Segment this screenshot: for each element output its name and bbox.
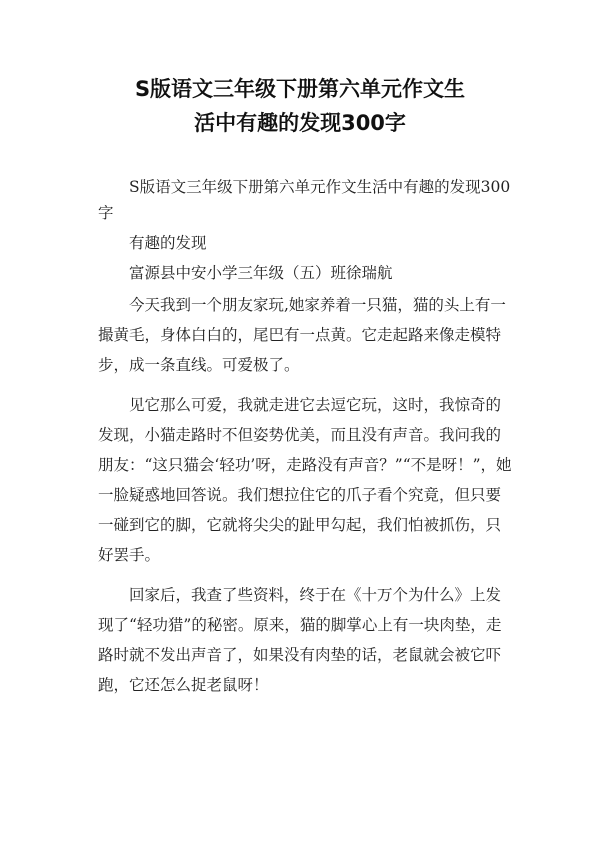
paragraph-3: 回家后，我查了些资料，终于在《十万个为什么》上发现了“轻功猎”的秘密。原来，猫的脚掌心上有一块肉垫，走路时就不发出声音了，如果没有肉垫的话，老鼠就会被它吓跑，它还怎么捉老鼠呀！ [98,586,502,694]
heading-repeat: S版语文三年级下册第六单元作文生活中有趣的发现300字 [98,178,511,222]
document-title-line-2: 活中有趣的发现300字 [194,111,406,135]
paragraph-1: 今天我到一个朋友家玩,她家养着一只猫，猫的头上有一撮黄毛，身体白白的，尾巴有一点黄。它走起路来像走模特步，成一条直线。可爱极了。 [98,296,506,374]
essay-title: 有趣的发现 [129,234,207,252]
document-body [98,174,516,710]
paragraph-2: 见它那么可爱，我就走进它去逗它玩，这时，我惊奇的发现，小猫走路时不但姿势优美，而且没有声音。我问我的朋友：“这只猫会‘轻功’呀，走路没有声音？”“不是呀！”，她一脸疑惑地回答说。我们想拉住它的爪子看个究竟，但只要一碰到它的脚，它就将尖尖的趾甲勾起，我们怕被抓伤，只好罢手。 [98,396,512,564]
document-title-line-1: S版语文三年级下册第六单元作文生 [134,77,466,101]
document-title [60,72,540,140]
author-line: 富源县中安小学三年级（五）班徐瑞航 [129,264,393,282]
